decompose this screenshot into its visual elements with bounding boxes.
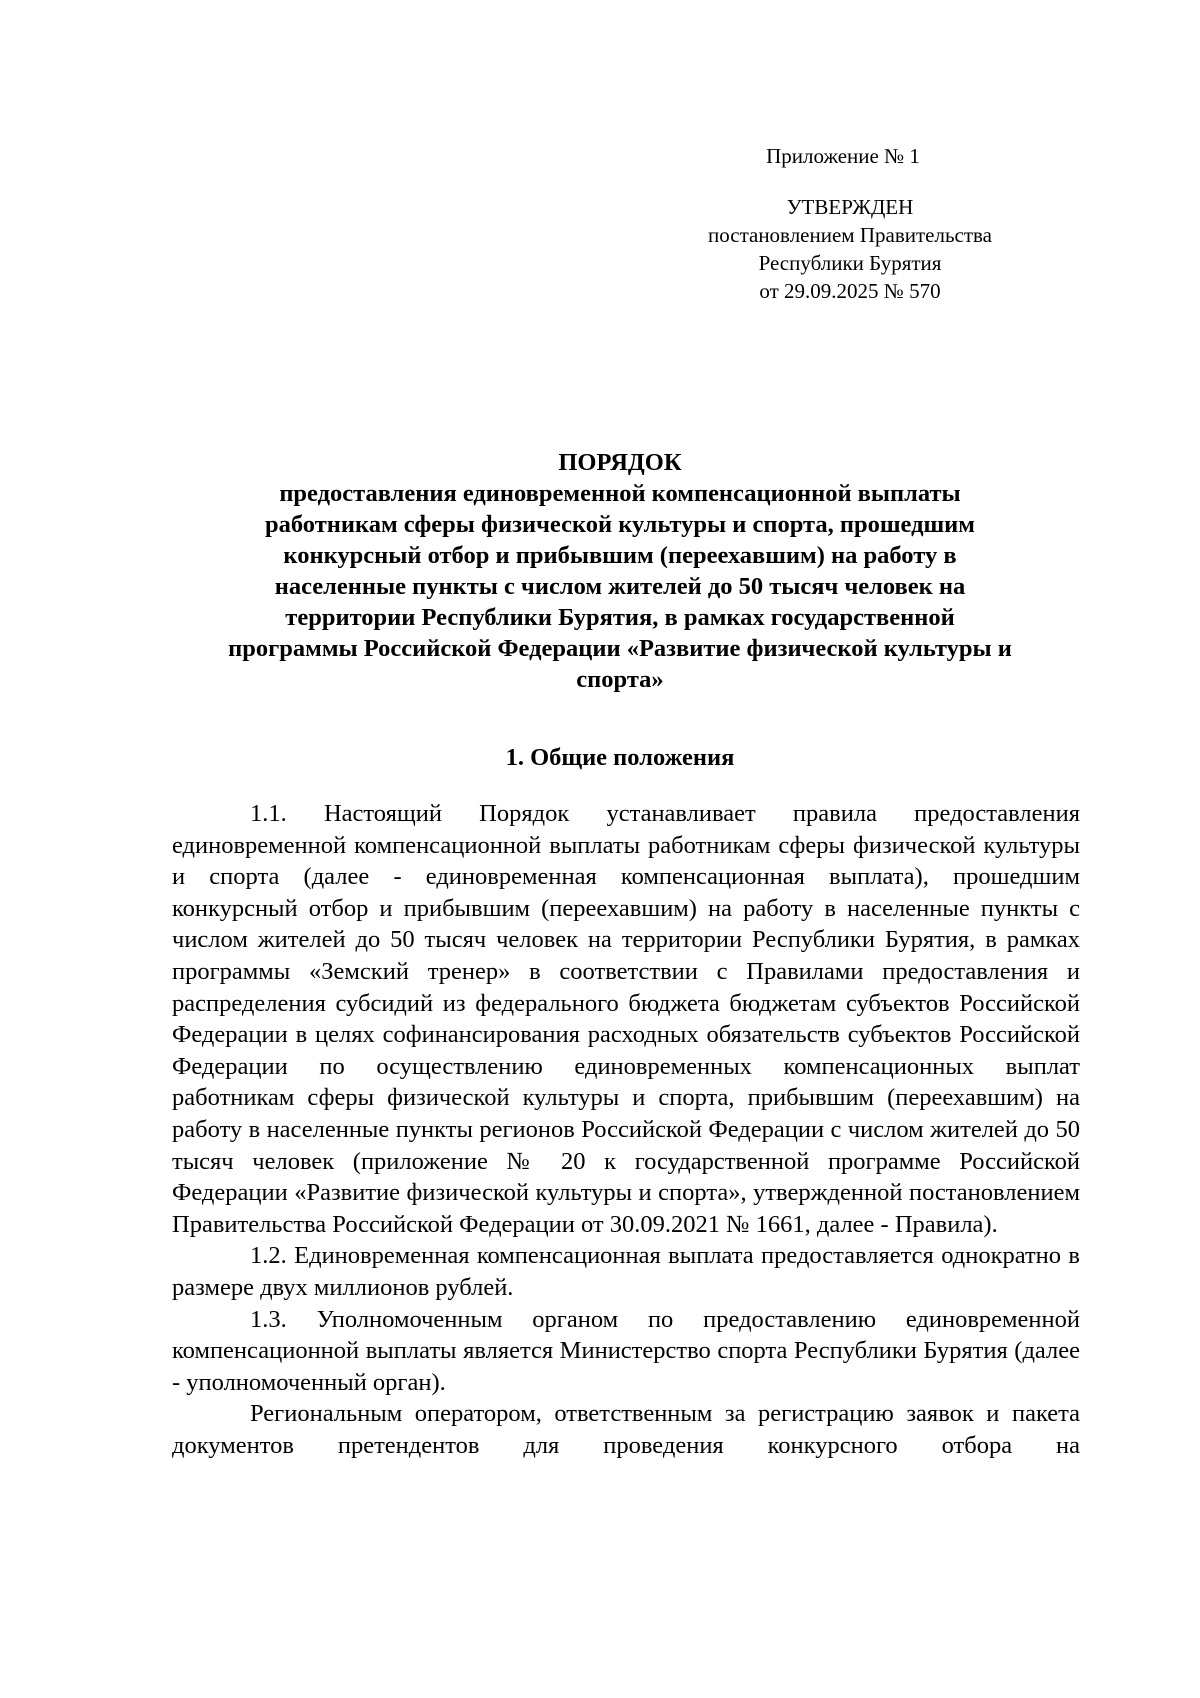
title-line: предоставления единовременной компенсационной выплаты — [279, 480, 961, 507]
title-line: территории Республики Бурятия, в рамках государственной — [285, 604, 955, 631]
paragraph-regional-operator: Региональным оператором, ответственным за регистрацию заявок и пакета документов претендентов для проведения конкурсного отбора на — [172, 1400, 1080, 1459]
decree-date-number: от 29.09.2025 № 570 — [759, 279, 941, 303]
title-heading: ПОРЯДОК — [558, 449, 682, 476]
title-line: спорта» — [576, 666, 664, 693]
title-line: работникам сферы физической культуры и спорта, прошедшим — [265, 511, 975, 538]
republic-label: Республики Бурятия — [758, 251, 942, 275]
document-title — [170, 447, 1070, 695]
title-line: населенные пункты с числом жителей до 50 тысяч человек на — [274, 573, 966, 600]
decree-label: постановлением Правительства — [707, 223, 992, 247]
approved-label: УТВЕРЖДЕН — [786, 195, 914, 219]
section-heading: 1. Общие положения — [505, 744, 735, 771]
section-body — [172, 798, 1080, 1461]
appendix-label: Приложение № 1 — [766, 144, 920, 168]
title-line: программы Российской Федерации «Развитие физической культуры и — [228, 635, 1012, 662]
approval-stamp — [660, 142, 1040, 305]
paragraph-1-3: 1.3. Уполномоченным органом по предоставлению единовременной компенсационной выплаты является Министерство спорта Республики Бурятия (далее - уполномоченный орган). — [172, 1305, 1080, 1396]
paragraph-1-1: 1.1. Настоящий Порядок устанавливает правила предоставления единовременной компенсационной выплаты работникам сферы физической культуры и спорта (далее - единовременная компенсационная выплата), прошедшим конкурсный отбор и прибывшим (переехавшим) на работу в населенные пункты с числом жителей до 50 тысяч человек на территории Республики Бурятия, в рамках программы «Земский тренер» в соответствии с Правилами предоставления и распределения субсидий из федерального бюджета бюджетам субъектов Российской Федерации в целях софинансирования расходных обязательств субъектов Российской Федерации по осуществлению единовременных компенсационных выплат работникам сферы физической культуры и спорта, прибывшим (переехавшим) на работу в населенные пункты регионов Российской Федерации с числом жителей до 50 тысяч человек (приложение № 20 к государственной программе Российской Федерации «Развитие физической культуры и спорта», утвержденной постановлением Правительства Российской Федерации от 30.09.2021 № 1661, далее - Правила). — [172, 800, 1080, 1238]
paragraph-1-2: 1.2. Единовременная компенсационная выплата предоставляется однократно в размере двух миллионов рублей. — [172, 1242, 1080, 1301]
title-line: конкурсный отбор и прибывшим (переехавшим) на работу в — [283, 542, 957, 569]
